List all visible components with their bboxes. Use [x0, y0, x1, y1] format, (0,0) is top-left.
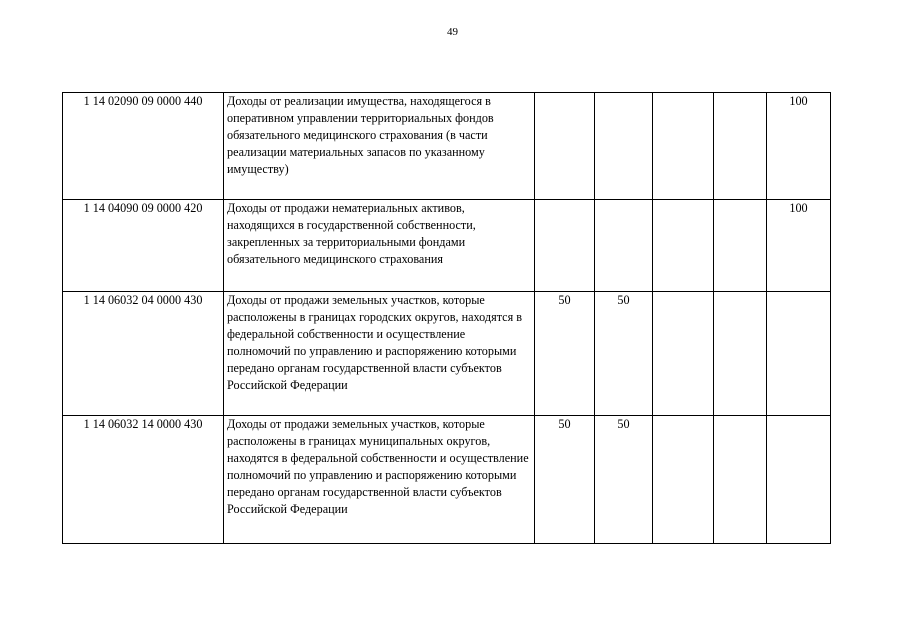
table-row [63, 292, 831, 416]
value-cell-col-3 [653, 292, 714, 416]
value-cell-col-4 [714, 292, 767, 416]
revenue-description-cell: Доходы от продажи земельных участков, которые расположены в границах городских округов, находятся в федеральной собственности и осуществление полномочий по управлению и распоряжению которыми передано органам государственной власти субъектов Российской Федерации [224, 292, 535, 416]
value-cell-col-5: 100 [767, 93, 831, 200]
value-cell-col-3 [653, 200, 714, 292]
revenue-description-cell: Доходы от продажи нематериальных активов, находящихся в государственной собственности, закрепленных за территориальными фондами обязательного медицинского страхования [224, 200, 535, 292]
budget-code-cell: 1 14 04090 09 0000 420 [63, 200, 224, 292]
revenue-distribution-table [62, 92, 831, 544]
value-cell-col-2: 50 [595, 416, 653, 544]
value-cell-col-1 [535, 93, 595, 200]
revenue-description-cell: Доходы от продажи земельных участков, которые расположены в границах муниципальных округов, находятся в федеральной собственности и осуществление полномочий по управлению и распоряжению которыми передано органам государственной власти субъектов Российской Федерации [224, 416, 535, 544]
budget-code-cell: 1 14 02090 09 0000 440 [63, 93, 224, 200]
value-cell-col-2 [595, 200, 653, 292]
value-cell-col-1 [535, 200, 595, 292]
budget-code-cell: 1 14 06032 04 0000 430 [63, 292, 224, 416]
value-cell-col-1: 50 [535, 292, 595, 416]
page-number: 49 [447, 26, 458, 38]
value-cell-col-2: 50 [595, 292, 653, 416]
value-cell-col-5 [767, 416, 831, 544]
table-row [63, 93, 831, 200]
value-cell-col-5 [767, 292, 831, 416]
value-cell-col-3 [653, 93, 714, 200]
value-cell-col-1: 50 [535, 416, 595, 544]
value-cell-col-3 [653, 416, 714, 544]
value-cell-col-4 [714, 200, 767, 292]
revenue-description-cell: Доходы от реализации имущества, находящегося в оперативном управлении территориальных фондов обязательного медицинского страхования (в части реализации материальных запасов по указанному имуществу) [224, 93, 535, 200]
table-row [63, 416, 831, 544]
value-cell-col-4 [714, 93, 767, 200]
budget-code-cell: 1 14 06032 14 0000 430 [63, 416, 224, 544]
table-row [63, 200, 831, 292]
value-cell-col-2 [595, 93, 653, 200]
value-cell-col-4 [714, 416, 767, 544]
value-cell-col-5: 100 [767, 200, 831, 292]
